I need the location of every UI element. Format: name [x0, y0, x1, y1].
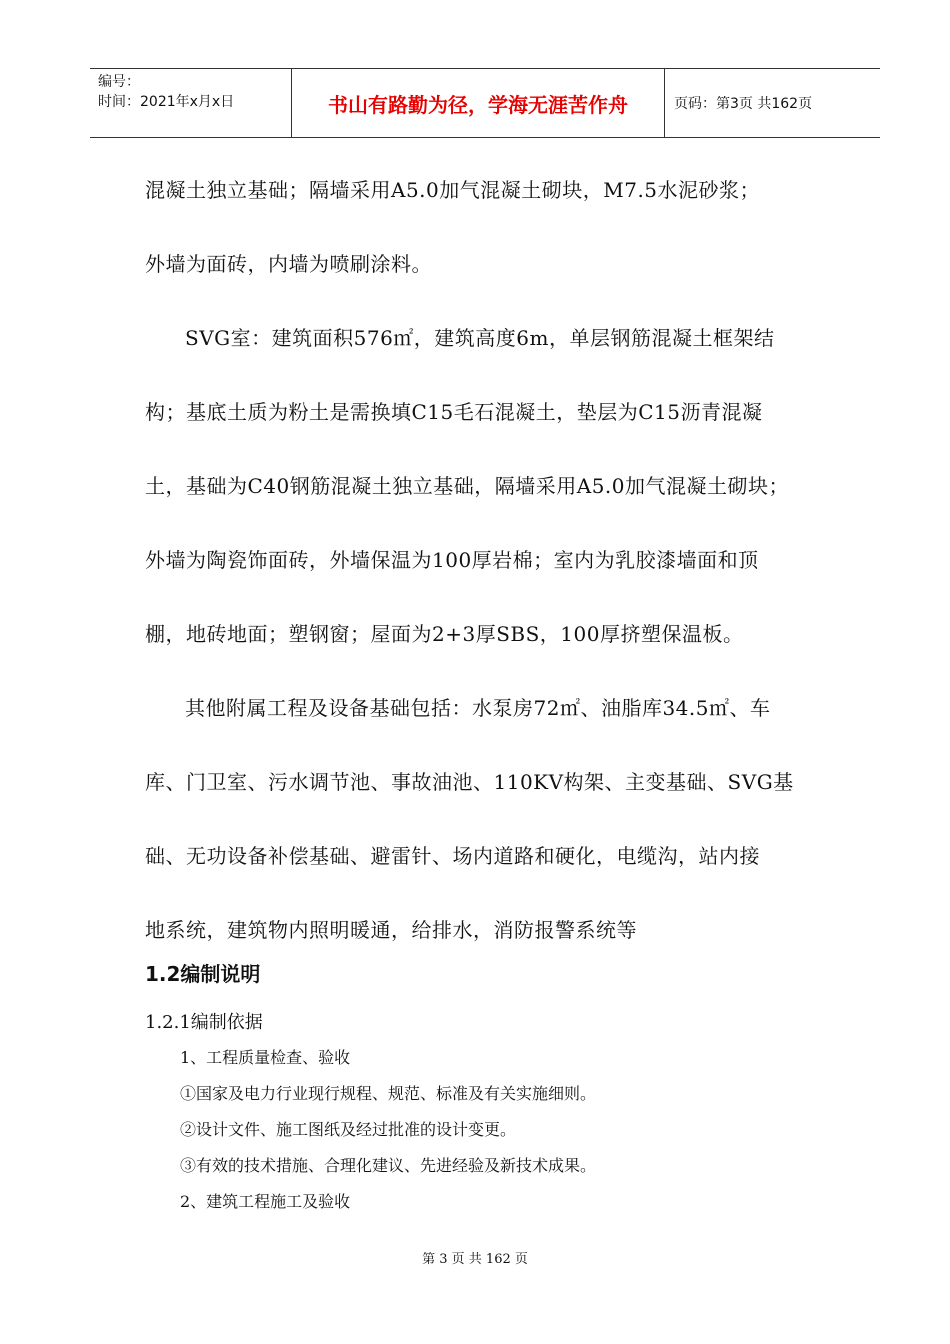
- paragraph-line: 础、无功设备补偿基础、避雷针、场内道路和硬化，电缆沟，站内接: [145, 844, 760, 868]
- header-meta: [90, 69, 290, 137]
- paragraph-line: 地系统，建筑物内照明暖通，给排水，消防报警系统等: [145, 918, 637, 942]
- paragraph-line: 棚，地砖地面；塑钢窗；屋面为2+3厚SBS，100厚挤塑保温板。: [145, 622, 744, 646]
- paragraph-line: 构；基底土质为粉土是需换填C15毛石混凝土，垫层为C15沥青混凝: [145, 400, 763, 424]
- doc-number-label: 编号：: [98, 74, 140, 90]
- list-item: ①国家及电力行业现行规程、规范、标准及有关实施细则。: [180, 1084, 597, 1103]
- paragraph-line: SVG室：建筑面积576㎡，建筑高度6m，单层钢筋混凝土框架结: [185, 326, 775, 350]
- header-page-info: 页码：第3页 共162页: [674, 96, 813, 112]
- list-item: 2、建筑工程施工及验收: [180, 1192, 351, 1211]
- paragraph-line: 外墙为陶瓷饰面砖，外墙保温为100厚岩棉；室内为乳胶漆墙面和顶: [145, 548, 759, 572]
- list-item: 1、工程质量检查、验收: [180, 1048, 351, 1067]
- header-motto: 书山有路勤为径，学海无涯苦作舟: [328, 92, 628, 117]
- paragraph-line: 其他附属工程及设备基础包括：水泵房72㎡、油脂库34.5㎡、车: [185, 696, 771, 720]
- list-item: ②设计文件、施工图纸及经过批准的设计变更。: [180, 1120, 517, 1139]
- page-footer: 第 3 页 共 162 页: [422, 1252, 528, 1267]
- doc-time-label: 时间：2021年x月x日: [98, 94, 235, 110]
- page-header: [90, 68, 880, 138]
- section-heading: 1.2编制说明: [145, 962, 261, 986]
- subsection-heading: 1.2.1编制依据: [145, 1012, 263, 1033]
- paragraph-line: 外墙为面砖，内墙为喷刷涂料。: [145, 252, 432, 276]
- paragraph-line: 混凝土独立基础；隔墙采用A5.0加气混凝土砌块，M7.5水泥砂浆；: [145, 178, 761, 202]
- paragraph-line: 库、门卫室、污水调节池、事故油池、110KV构架、主变基础、SVG基: [145, 770, 794, 794]
- list-item: ③有效的技术措施、合理化建议、先进经验及新技术成果。: [180, 1156, 597, 1175]
- paragraph-line: 土，基础为C40钢筋混凝土独立基础，隔墙采用A5.0加气混凝土砌块；: [145, 474, 790, 498]
- header-motto-cell: [291, 69, 665, 137]
